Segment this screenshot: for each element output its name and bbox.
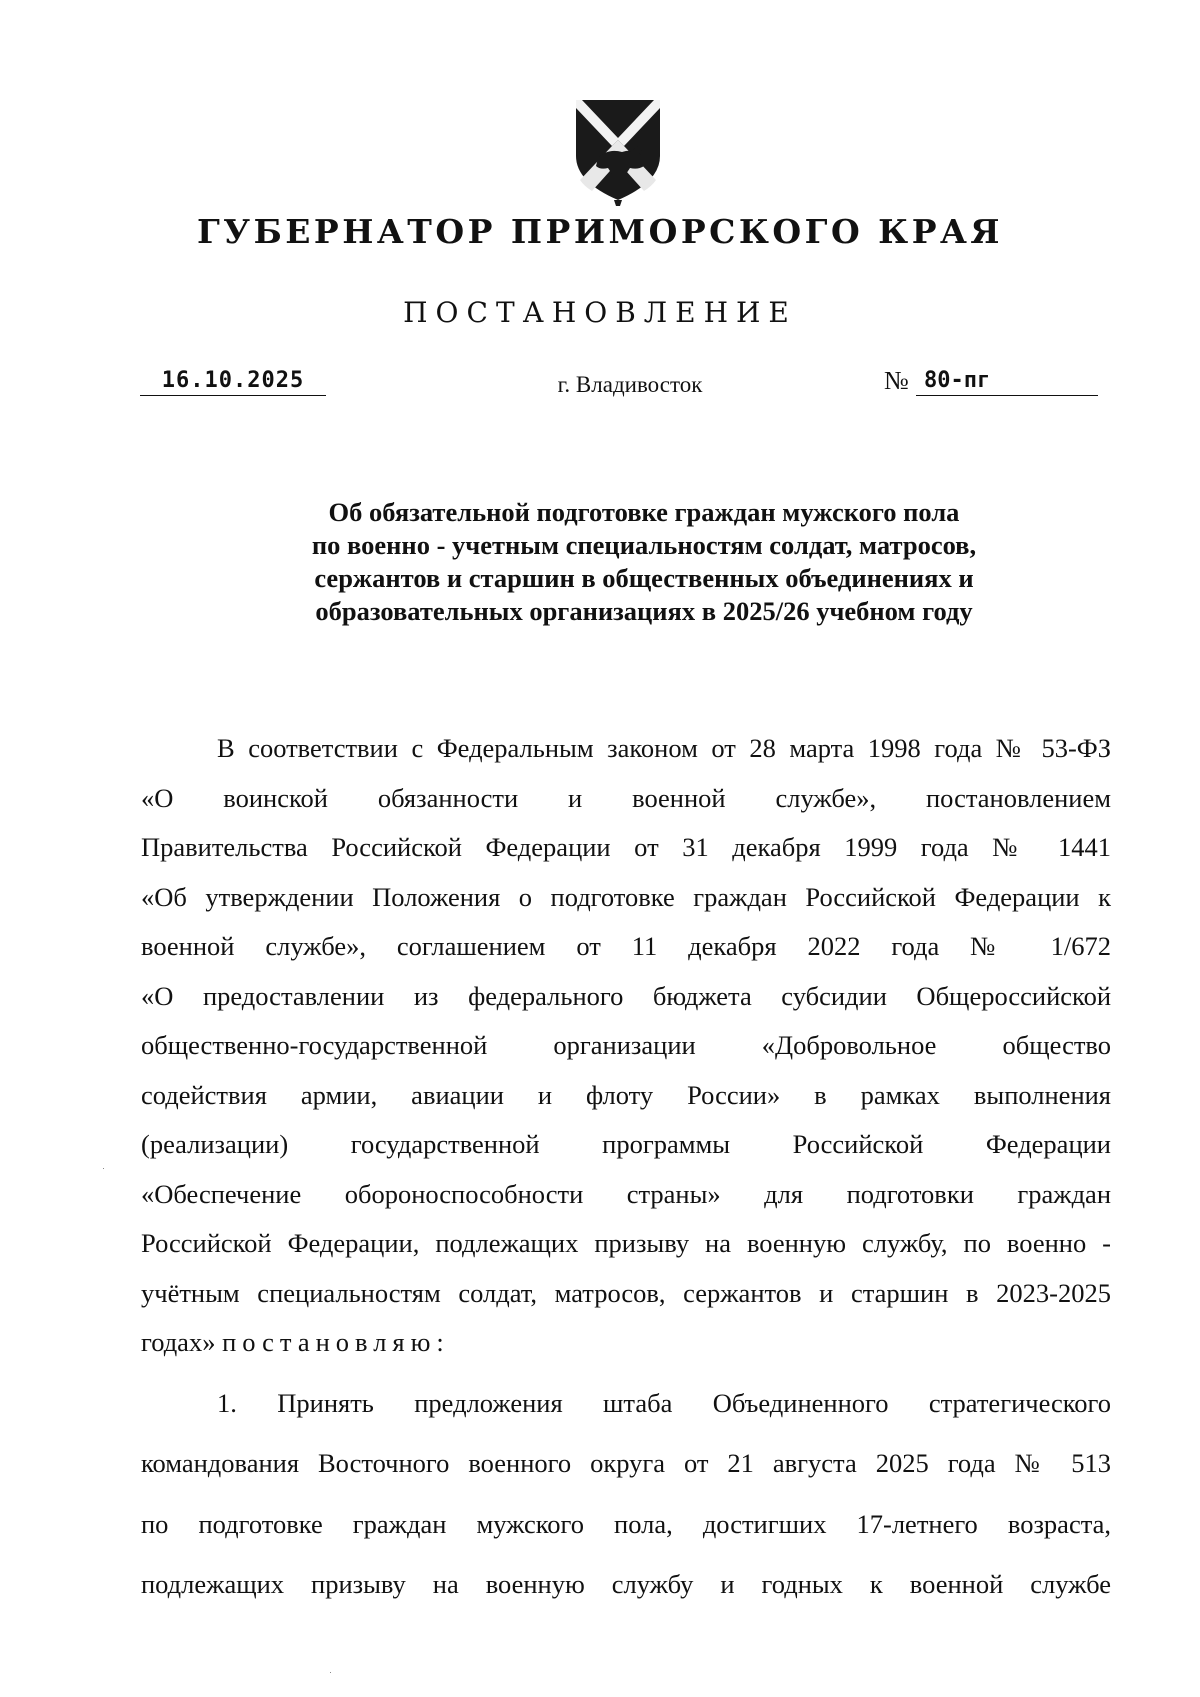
document-number: 80-пг <box>916 368 1098 396</box>
body-line: «Об утверждении Положения о подготовке граждан Российской Федерации к <box>141 881 1111 912</box>
body-line: военной службе», соглашением от 11 декабря 2022 года № 1/672 <box>141 931 1111 961</box>
body-line: учётным специальностям солдат, матросов, сержантов и старшин в 2023-2025 <box>141 1277 1111 1308</box>
title-line: Об обязательной подготовке граждан мужского пола <box>328 497 960 527</box>
document-city: г. Владивосток <box>557 372 703 397</box>
body-line: общественно-государственной организации «Добровольное общество <box>141 1030 1111 1060</box>
body-line: содействия армии, авиации и флоту России» в рамках выполнения <box>141 1079 1111 1110</box>
coat-of-arms-icon <box>568 96 668 208</box>
number-sign: № <box>884 366 909 395</box>
scan-speck <box>103 1168 104 1169</box>
body-line: (реализации) государственной программы Российской Федерации <box>141 1129 1111 1159</box>
body-line: В соответствии с Федеральным законом от 28 марта 1998 года № 53-ФЗ <box>217 733 1111 763</box>
document-number-block <box>884 366 1098 396</box>
title-line: сержантов и старшин в общественных объединениях и <box>314 563 974 593</box>
body-line: «О предоставлении из федерального бюджета субсидии Общероссийской <box>141 980 1111 1011</box>
issuing-authority: ГУБЕРНАТОР ПРИМОРСКОГО КРАЯ <box>197 212 1003 251</box>
body-line: «Обеспечение обороноспособности страны» для подготовки граждан <box>141 1178 1111 1209</box>
item-line: подлежащих призыву на военную службу и годных к военной службе <box>141 1569 1111 1599</box>
scan-speck <box>330 1672 331 1673</box>
body-line: годах» <box>141 1327 216 1357</box>
body-line: Российской Федерации, подлежащих призыву на военную службу, по военно - <box>141 1228 1111 1258</box>
body-line-final <box>141 1318 1111 1368</box>
document-date: 16.10.2025 <box>140 368 326 396</box>
decree-word: постановляю: <box>222 1327 450 1357</box>
title-line: образовательных организациях в 2025/26 учебном году <box>315 596 973 626</box>
body-line: «О воинской обязанности и военной службе», постановлением <box>141 782 1111 813</box>
title-line: по военно - учетным специальностям солдат, матросов, <box>311 530 977 560</box>
document-title <box>240 496 1048 628</box>
item-line: командования Восточного военного округа от 21 августа 2025 года № 513 <box>141 1448 1111 1478</box>
item-line: 1. Принять предложения штаба Объединенного стратегического <box>217 1387 1111 1418</box>
document-body <box>141 724 1111 1610</box>
item-line: по подготовке граждан мужского пола, достигших 17-летнего возраста, <box>141 1508 1111 1539</box>
body-line: Правительства Российской Федерации от 31 декабря 1999 года № 1441 <box>141 832 1111 862</box>
document-type: ПОСТАНОВЛЕНИЕ <box>403 296 797 329</box>
